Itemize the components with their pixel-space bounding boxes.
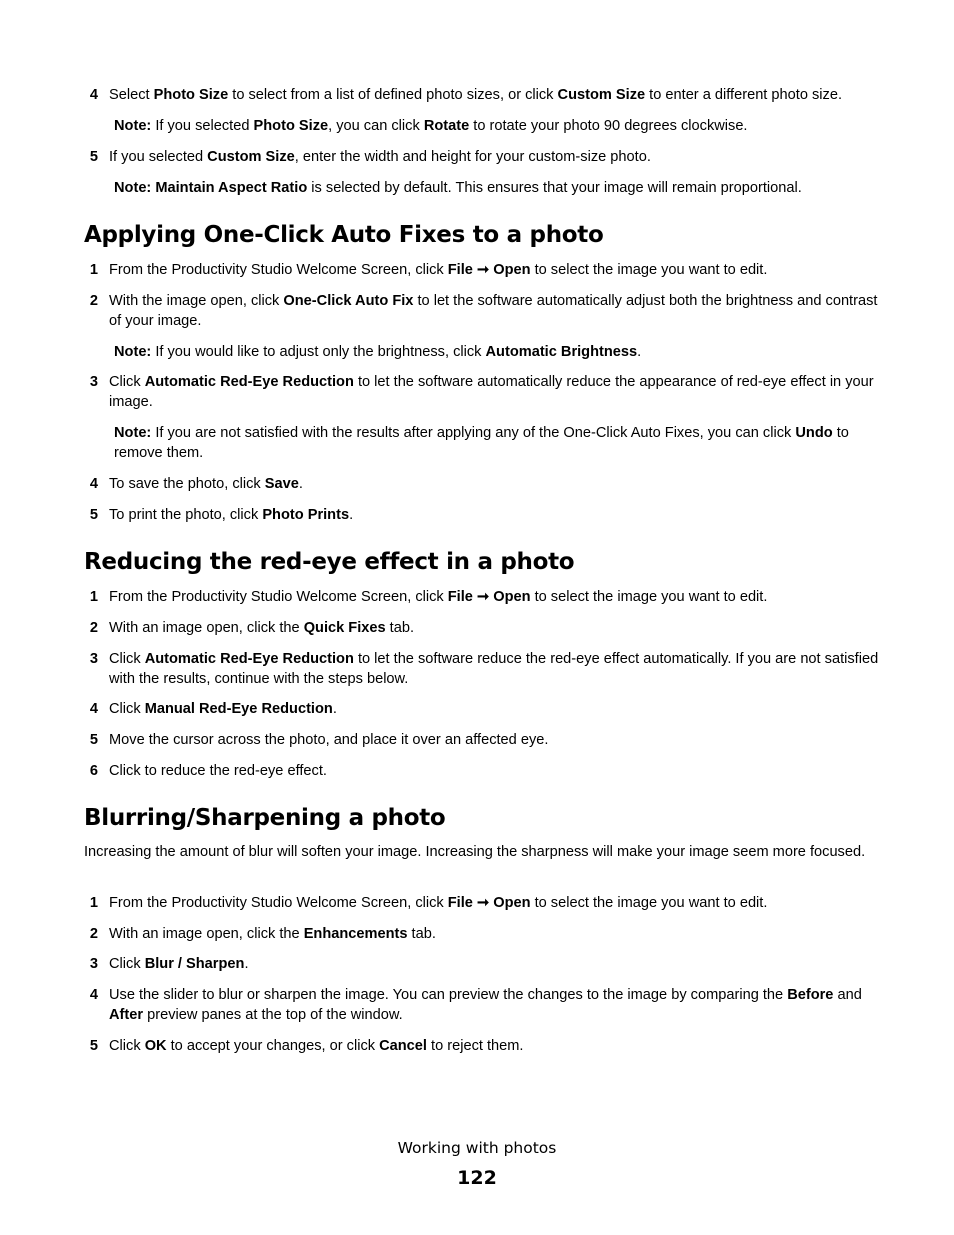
- step-text: Click Automatic Red-Eye Reduction to let the software automatically reduce the appearance of red-eye effect in your image.: [109, 374, 874, 410]
- step-text: Select Photo Size to select from a list of defined photo sizes, or click Custom Size to enter a different photo size.: [109, 87, 842, 103]
- step-number: 1: [89, 262, 98, 278]
- step-text: Use the slider to blur or sharpen the image. You can preview the changes to the image by comparing the Before and After preview panes at the top of the window.: [109, 987, 862, 1023]
- note-undo: Note: If you are not satisfied with the results after applying any of the One-Click Auto Fixes, you can click Undo to remove them.: [114, 425, 849, 461]
- step-text: With an image open, click the Quick Fixes tab.: [109, 620, 415, 636]
- step-text: Click OK to accept your changes, or click Cancel to reject them.: [109, 1038, 524, 1054]
- note-brightness: Note: If you would like to adjust only the brightness, click Automatic Brightness.: [114, 344, 642, 360]
- section-intro: Increasing the amount of blur will soften your image. Increasing the sharpness will make your image seem more focused.: [84, 844, 866, 860]
- step-number: 4: [89, 476, 98, 492]
- step-number: 2: [89, 620, 98, 636]
- step-number: 5: [89, 507, 98, 523]
- step-number: 5: [89, 149, 98, 165]
- step-number: 3: [89, 374, 98, 390]
- arrow-right-icon: ➞: [472, 589, 494, 605]
- page-number: 122: [457, 1167, 497, 1189]
- note-aspect-ratio: Note: Maintain Aspect Ratio is selected by default. This ensures that your image will remain proportional.: [114, 180, 802, 196]
- step-number: 2: [89, 293, 98, 309]
- step-text: From the Productivity Studio Welcome Screen, click File ➞ Open to select the image you want to edit.: [109, 262, 768, 278]
- step-number: 2: [89, 926, 98, 942]
- step-number: 1: [89, 895, 98, 911]
- section-heading-auto-fixes: Applying One-Click Auto Fixes to a photo: [84, 222, 604, 248]
- step-text: From the Productivity Studio Welcome Screen, click File ➞ Open to select the image you want to edit.: [109, 895, 768, 911]
- step-text: Click to reduce the red-eye effect.: [109, 763, 327, 779]
- step-number: 4: [89, 701, 98, 717]
- step-text: Click Manual Red-Eye Reduction.: [109, 701, 337, 717]
- step-text: To save the photo, click Save.: [109, 476, 303, 492]
- step-number: 3: [89, 956, 98, 972]
- step-text: With an image open, click the Enhancements tab.: [109, 926, 436, 942]
- step-number: 3: [89, 651, 98, 667]
- section-heading-red-eye: Reducing the red-eye effect in a photo: [84, 549, 575, 575]
- step-text: Move the cursor across the photo, and place it over an affected eye.: [109, 732, 549, 748]
- arrow-right-icon: ➞: [472, 895, 494, 911]
- step-text: To print the photo, click Photo Prints.: [109, 507, 354, 523]
- step-text: Click Automatic Red-Eye Reduction to let the software reduce the red-eye effect automatically. If you are not satisfied with the results, continue with the steps below.: [109, 651, 879, 687]
- footer-chapter-title: Working with photos: [397, 1139, 557, 1157]
- step-text: From the Productivity Studio Welcome Screen, click File ➞ Open to select the image you want to edit.: [109, 589, 768, 605]
- arrow-right-icon: ➞: [472, 262, 494, 278]
- step-number: 5: [89, 732, 98, 748]
- step-number: 1: [89, 589, 98, 605]
- note-rotate: Note: If you selected Photo Size, you can click Rotate to rotate your photo 90 degrees clockwise.: [114, 118, 748, 134]
- step-number: 4: [89, 987, 98, 1003]
- step-text: With the image open, click One-Click Auto Fix to let the software automatically adjust both the brightness and contrast of your image.: [109, 293, 878, 329]
- step-number: 5: [89, 1038, 98, 1054]
- step-text: If you selected Custom Size, enter the width and height for your custom-size photo.: [109, 149, 651, 165]
- section-heading-blur-sharpen: Blurring/Sharpening a photo: [84, 805, 446, 831]
- step-number: 4: [89, 87, 98, 103]
- step-text: Click Blur / Sharpen.: [109, 956, 249, 972]
- step-number: 6: [89, 763, 98, 779]
